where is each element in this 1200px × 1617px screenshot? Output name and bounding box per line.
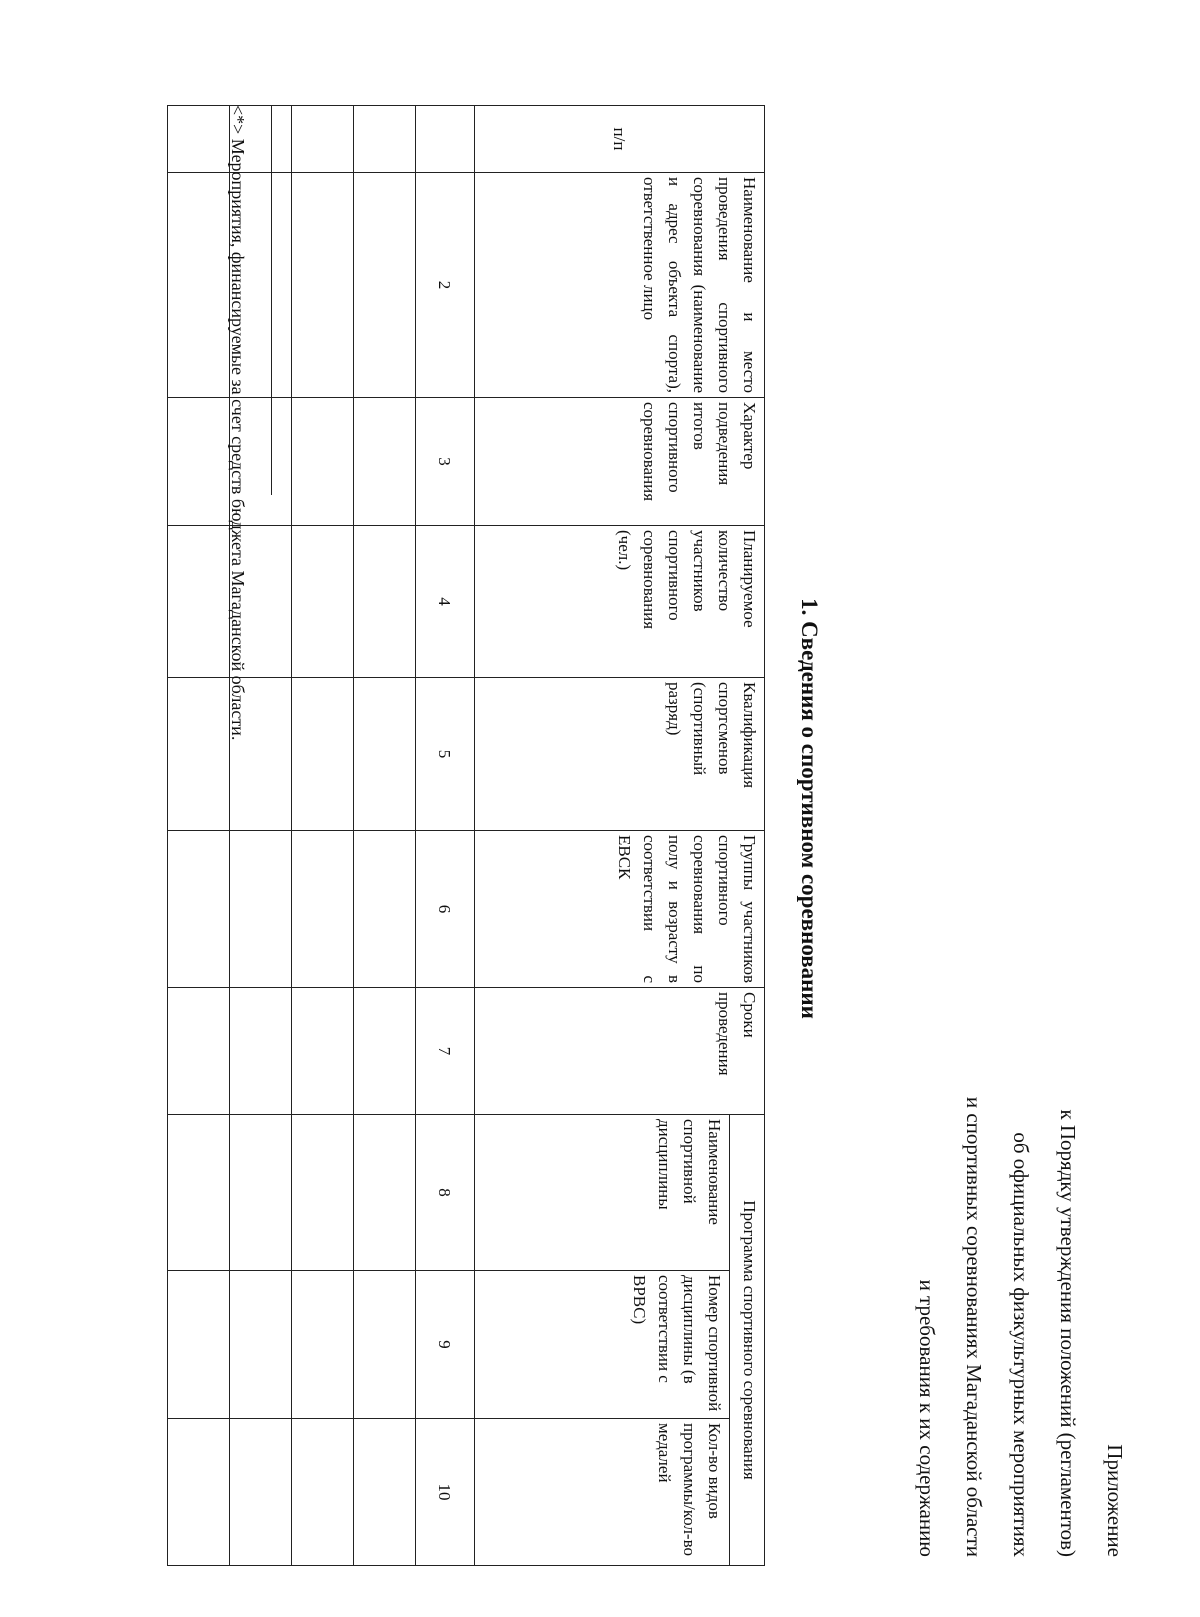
table-header-row-1 <box>730 106 765 1566</box>
empty-cell <box>292 173 354 398</box>
header-cell-groups: Группы участников спортивного соревнования по полу и возрасту в соответствии с ЕВСК <box>475 831 765 988</box>
empty-cell <box>354 526 416 678</box>
number-cell: 4 <box>416 526 475 678</box>
empty-cell <box>292 678 354 831</box>
competition-info-table <box>167 105 765 1566</box>
header-cell-num: п/п <box>475 106 765 173</box>
empty-cell <box>354 398 416 526</box>
empty-cell <box>354 1419 416 1566</box>
number-cell: 3 <box>416 398 475 526</box>
section-title: 1. Сведения о спортивном соревновании <box>797 598 822 1019</box>
header-line-3: об официальных физкультурных мероприятиях <box>1009 1132 1033 1557</box>
header-cell-results-type: Характер подведения итогов спортивного соревнования <box>475 398 765 526</box>
number-cell: 10 <box>416 1419 475 1566</box>
table-row <box>168 106 230 1566</box>
empty-cell <box>292 1115 354 1271</box>
header-line-4: и спортивных соревнованиях Магаданской области <box>962 1096 986 1557</box>
empty-cell <box>292 831 354 988</box>
number-cell: 5 <box>416 678 475 831</box>
header-line-1: Приложение <box>1103 1444 1127 1557</box>
empty-cell <box>292 398 354 526</box>
number-cell: 8 <box>416 1115 475 1271</box>
empty-cell <box>292 1271 354 1419</box>
empty-cell <box>230 831 292 988</box>
empty-cell <box>354 831 416 988</box>
number-cell: 7 <box>416 988 475 1115</box>
empty-cell <box>354 988 416 1115</box>
header-cell-program: Программа спортивного соревнования <box>730 1115 765 1566</box>
empty-cell <box>168 678 230 831</box>
header-line-5: и требования к их содержанию <box>915 1279 939 1557</box>
empty-cell <box>292 106 354 173</box>
empty-cell <box>168 1115 230 1271</box>
footnote-divider <box>271 105 272 495</box>
empty-cell <box>230 1115 292 1271</box>
empty-cell <box>168 526 230 678</box>
table-row <box>354 106 416 1566</box>
empty-cell <box>168 173 230 398</box>
empty-cell <box>354 1115 416 1271</box>
header-cell-qualification: Квалификация спортсменов (спортивный разряд) <box>475 678 765 831</box>
table-row <box>292 106 354 1566</box>
empty-cell <box>168 106 230 173</box>
empty-cell <box>230 988 292 1115</box>
empty-cell <box>168 831 230 988</box>
header-cell-discipline-name: Наименование спортивной дисциплины <box>475 1115 730 1271</box>
empty-cell <box>230 1271 292 1419</box>
empty-cell <box>292 1419 354 1566</box>
empty-cell <box>168 988 230 1115</box>
header-cell-dates: Сроки проведения <box>475 988 765 1115</box>
empty-cell <box>354 173 416 398</box>
header-cell-name-place: Наименование и место проведения спортивного соревнования (наименование и адрес объекта спорта), ответственное лицо <box>475 173 765 398</box>
header-line-2: к Порядку утверждения положений (регламентов) <box>1056 1109 1080 1557</box>
header-cell-discipline-number: Номер спортивной дисциплины (в соответствии с ВРВС) <box>475 1271 730 1419</box>
header-cell-medals: Кол-во видов программы/кол-во медалей <box>475 1419 730 1566</box>
empty-cell <box>292 988 354 1115</box>
empty-cell <box>354 106 416 173</box>
header-cell-planned-participants: Планируемое количество участников спортивного соревнования (чел.) <box>475 526 765 678</box>
empty-cell <box>292 526 354 678</box>
empty-cell <box>168 1419 230 1566</box>
number-cell: 2 <box>416 173 475 398</box>
appendix-header <box>903 257 1138 1557</box>
number-cell <box>416 106 475 173</box>
empty-cell <box>354 678 416 831</box>
empty-cell <box>354 1271 416 1419</box>
number-cell: 6 <box>416 831 475 988</box>
empty-cell <box>168 1271 230 1419</box>
empty-cell <box>230 1419 292 1566</box>
number-cell: 9 <box>416 1271 475 1419</box>
empty-cell <box>168 398 230 526</box>
table-number-row <box>416 106 475 1566</box>
footnote-text: <*> Мероприятия, финансируемые за счет средств бюджета Магаданской области. <box>228 105 248 741</box>
